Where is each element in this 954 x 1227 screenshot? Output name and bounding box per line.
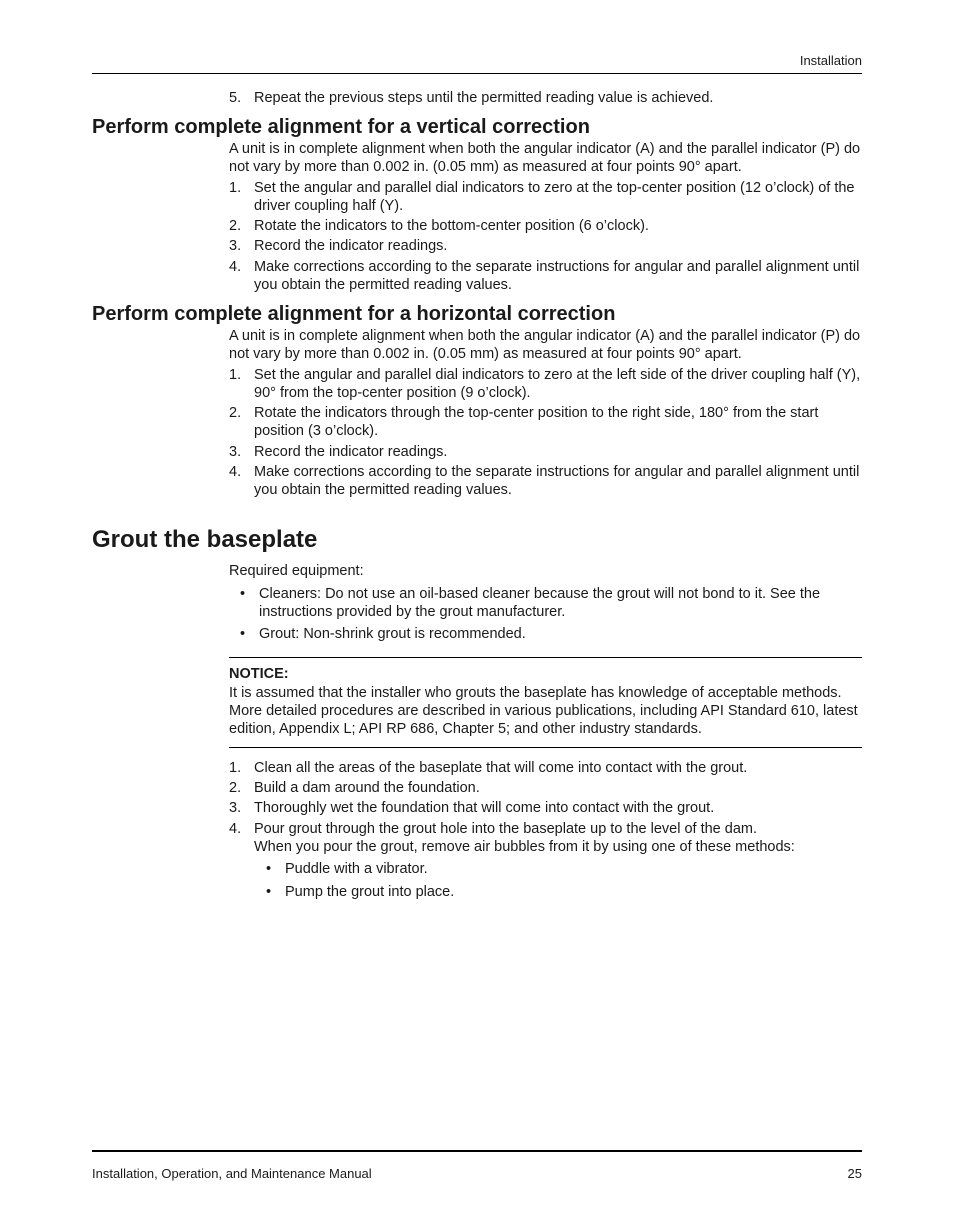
step-text: Repeat the previous steps until the permitted reading value is achieved.	[254, 90, 714, 106]
section-heading-horizontal: Perform complete alignment for a horizontal correction	[92, 303, 616, 325]
step-text: Record the indicator readings.	[254, 444, 448, 460]
section-heading-grout: Grout the baseplate	[92, 526, 318, 553]
step-text: Rotate the indicators through the top-center position to the right side, 180° from the start position (3 o’clock).	[254, 405, 819, 439]
footer-rule	[92, 1150, 862, 1152]
list-item	[229, 443, 863, 461]
step-number: 2.	[229, 405, 242, 421]
list-item	[229, 217, 863, 235]
bullet-text: Cleaners: Do not use an oil-based cleaner because the grout will not bond to it. See the instructions provided by the grout manufacturer.	[259, 586, 821, 620]
step-number: 3.	[229, 444, 242, 460]
list-item	[229, 237, 863, 255]
step-number: 4.	[229, 259, 242, 275]
list-item	[229, 366, 863, 402]
list-item	[229, 779, 863, 797]
list-item	[266, 883, 863, 901]
bullet-icon: •	[266, 884, 272, 900]
list-item	[229, 89, 863, 107]
running-header: Installation	[799, 53, 862, 68]
notice-title: NOTICE:	[229, 666, 289, 682]
horizontal-intro: A unit is in complete alignment when both the angular indicator (A) and the parallel indicator (P) do not vary by more than 0.002 in. (0.05 mm) as measured at four points 90° apart.	[229, 328, 861, 362]
step-number: 2.	[229, 218, 242, 234]
list-item	[229, 759, 863, 777]
vertical-intro: A unit is in complete alignment when both the angular indicator (A) and the parallel indicator (P) do not vary by more than 0.002 in. (0.05 mm) as measured at four points 90° apart.	[229, 141, 861, 175]
bullet-icon: •	[266, 861, 272, 877]
step-number: 1.	[229, 180, 242, 196]
notice-bottom-rule	[229, 747, 862, 748]
page-number: 25	[847, 1166, 862, 1181]
step-text: Build a dam around the foundation.	[254, 780, 480, 796]
list-item	[229, 799, 863, 817]
step-number: 1.	[229, 367, 242, 383]
step-text: Set the angular and parallel dial indicators to zero at the top-center position (12 o’clock) of the driver coupling half (Y).	[254, 180, 855, 214]
footer-title: Installation, Operation, and Maintenance Manual	[92, 1166, 372, 1181]
list-item	[229, 258, 863, 294]
step-note: When you pour the grout, remove air bubbles from it by using one of these methods:	[254, 839, 795, 855]
list-item	[229, 404, 863, 440]
step-text: Clean all the areas of the baseplate that will come into contact with the grout.	[254, 760, 748, 776]
bullet-text: Pump the grout into place.	[285, 884, 455, 900]
step-number: 4.	[229, 821, 242, 837]
step-text: Set the angular and parallel dial indicators to zero at the left side of the driver coupling half (Y), 90° from the top-center position (9 o’clock).	[254, 367, 861, 401]
list-item	[229, 179, 863, 215]
bullet-icon: •	[240, 626, 246, 642]
step-number: 2.	[229, 780, 242, 796]
step-number: 3.	[229, 800, 242, 816]
list-item	[266, 860, 863, 878]
bullet-text: Grout: Non-shrink grout is recommended.	[259, 626, 526, 642]
step-number: 3.	[229, 238, 242, 254]
step-text: Thoroughly wet the foundation that will come into contact with the grout.	[254, 800, 715, 816]
notice-top-rule	[229, 657, 862, 658]
step-text: Record the indicator readings.	[254, 238, 448, 254]
step-text: Pour grout through the grout hole into the baseplate up to the level of the dam.	[254, 821, 758, 837]
list-item	[229, 463, 863, 499]
step-text: Make corrections according to the separate instructions for angular and parallel alignment until you obtain the permitted reading values.	[254, 464, 860, 498]
notice-text: It is assumed that the installer who grouts the baseplate has knowledge of acceptable methods. More detailed procedures are described in various publications, including API Standard 610, latest edition, Appendix L; API RP 686, Chapter 5; and other industry standards.	[229, 685, 858, 737]
bullet-text: Puddle with a vibrator.	[285, 861, 428, 877]
step-number: 4.	[229, 464, 242, 480]
header-rule	[92, 73, 862, 74]
step-text: Rotate the indicators to the bottom-center position (6 o’clock).	[254, 218, 649, 234]
step-number: 1.	[229, 760, 242, 776]
list-item	[229, 820, 863, 838]
required-equipment-label: Required equipment:	[229, 563, 364, 579]
bullet-icon: •	[240, 586, 246, 602]
step-text: Make corrections according to the separate instructions for angular and parallel alignment until you obtain the permitted reading values.	[254, 259, 860, 293]
step-number: 5.	[229, 90, 242, 106]
list-item	[240, 625, 863, 643]
list-item	[240, 585, 863, 621]
section-heading-vertical: Perform complete alignment for a vertical correction	[92, 116, 590, 138]
